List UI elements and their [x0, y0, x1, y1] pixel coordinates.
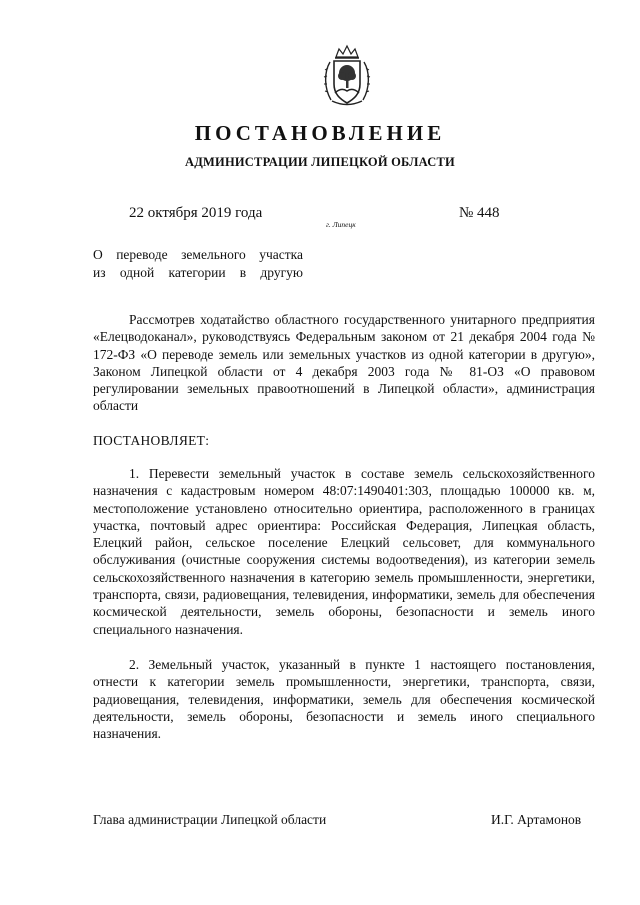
- decree-item-1: 1. Перевести земельный участок в составе земель сельскохозяйственного назначения с кадастровым номером 48:07:1490401:303, площадью 100000 кв. м, местоположение установлено относительно ориентира, расположенного в границах участка, почтовый адрес ориентира: Российская Федерация, Липецкая область, Елецкий район, сельское поселение Елецкий сельсовет, для коммунального обслуживания (очистные сооружения системы водоотведения), из категории земель сельскохозяйственного назначения в категорию земель промышленности, энергетики, транспорта, связи, радиовещания, телевидения, информатики, земель для обеспечения космической деятельности, земель обороны, безопасности и земель иного специального назначения.: [93, 466, 595, 637]
- decree-item-2: 2. Земельный участок, указанный в пункте 1 настоящего постановления, отнести к категории земель промышленности, энергетики, транспорта, связи, радиовещания, телевидения, информатики, земель для обеспечения космической деятельности, земель обороны, безопасности и земель иного специального назначения.: [93, 657, 595, 742]
- preamble-paragraph: Рассмотрев ходатайство областного государственного унитарного предприятия «Елецводоканал», руководствуясь Федеральным законом от 21 декабря 2004 года № 172-ФЗ «О переводе земель или земельных участков из одной категории в другую», Законом Липецкой области от 4 декабря 2003 года № 81-ОЗ «О правовом регулировании земельных правоотношений в Липецкой области», администрация области: [93, 312, 595, 414]
- subject-line-1: О переводе земельного участка: [93, 247, 303, 262]
- signatory-position: Глава администрации Липецкой области: [93, 812, 327, 827]
- coat-of-arms-icon: [322, 44, 372, 108]
- signatory-name: И.Г. Артамонов: [491, 812, 582, 827]
- document-city: г. Липецк: [326, 220, 356, 229]
- issuing-authority: АДМИНИСТРАЦИИ ЛИПЕЦКОЙ ОБЛАСТИ: [185, 155, 455, 169]
- document-title: ПОСТАНОВЛЕНИЕ: [194, 121, 446, 145]
- document-subject: [93, 246, 303, 282]
- decree-heading: ПОСТАНОВЛЯЕТ:: [93, 433, 210, 448]
- document-date: 22 октября 2019 года: [129, 205, 263, 221]
- subject-line-2: из одной категории в другую: [93, 265, 303, 280]
- document-number: № 448: [459, 205, 500, 221]
